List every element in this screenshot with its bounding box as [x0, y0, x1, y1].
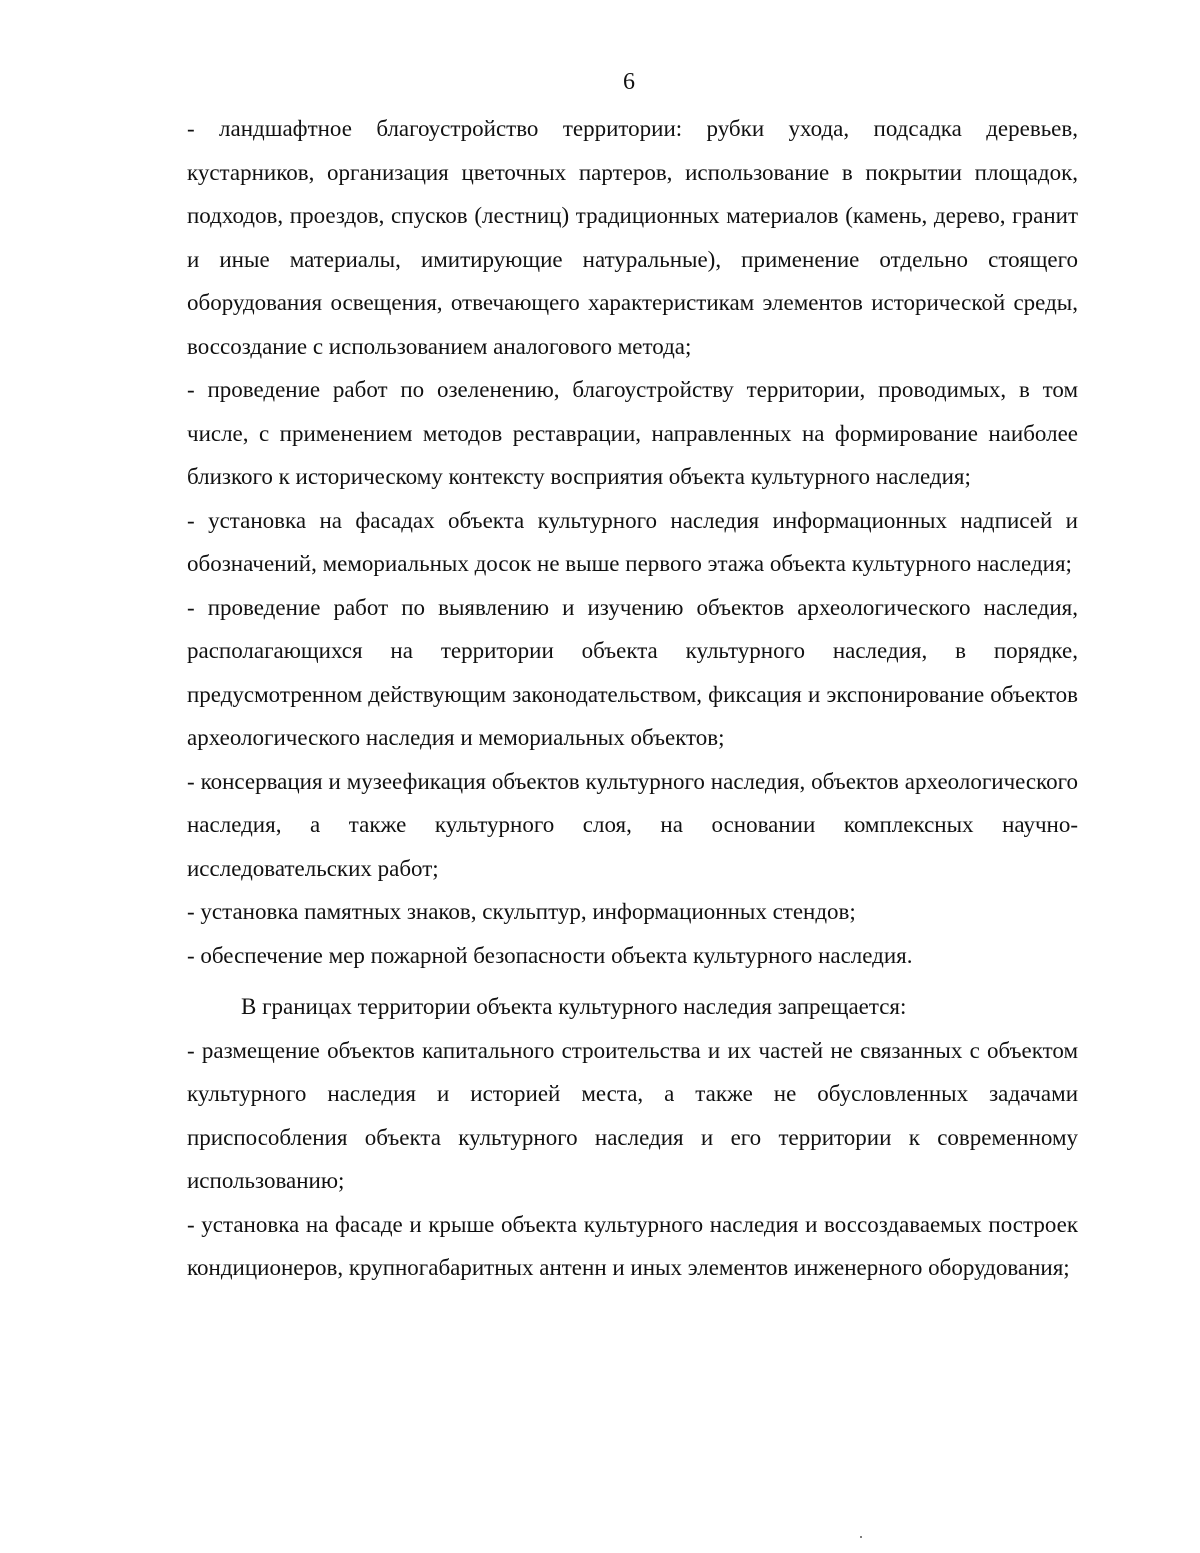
paragraph-landscaping: - ландшафтное благоустройство территории: рубки ухода, подсадка деревьев, кустарников, организация цветочных партеров, использование в покрытии площадок, подходов, проездов, спусков (лестниц) традиционных материалов (камень, дерево, гранит и иные материалы, имитирующие натуральные), применение отдельно стоящего оборудования освещения, отвечающего характеристикам элементов исторической среды, воссоздание с использованием аналогового метода; — [187, 116, 1078, 359]
paragraph-conservation: - консервация и музеефикация объектов культурного наследия, объектов археологического наследия, а также культурного слоя, на основании комплексных научно-исследовательских работ; — [187, 768, 1078, 881]
paragraph-construction-ban: - размещение объектов капитального строительства и их частей не связанных с объектом культурного наследия и историей места, а также не обусловленных задачами приспособления объекта культурного наследия и его территории к современному использованию; — [187, 1037, 1078, 1193]
paragraph-memorial-signs: - установка памятных знаков, скульптур, информационных стендов; — [187, 899, 856, 924]
paragraph-archaeology-works: - проведение работ по выявлению и изучению объектов археологического наследия, располагающихся на территории объекта культурного наследия, в порядке, предусмотренном действующим законодательством, фиксация и экспонирование объектов археологического наследия и мемориальных объектов; — [187, 594, 1078, 750]
paragraph-equipment-ban: - установка на фасаде и крыше объекта культурного наследия и воссоздаваемых построек кондиционеров, крупногабаритных антенн и иных элементов инженерного оборудования; — [187, 1211, 1078, 1280]
paragraph-facade-signs: - установка на фасадах объекта культурного наследия информационных надписей и обозначений, мемориальных досок не выше первого этажа объекта культурного наследия; — [187, 507, 1078, 576]
paragraph-fire-safety: - обеспечение мер пожарной безопасности объекта культурного наследия. — [187, 942, 913, 968]
document-body — [187, 107, 1078, 1290]
page-number: 6 — [623, 69, 635, 95]
paragraph-greening-works: - проведение работ по озеленению, благоустройству территории, проводимых, в том числе, с применением методов реставрации, направленных на формирование наиболее близкого к историческому контексту восприятия объекта культурного наследия; — [187, 377, 1078, 489]
paragraph-spacer — [187, 977, 1078, 985]
scan-artifact-dot — [860, 1536, 862, 1538]
paragraph-prohibitions-heading: В границах территории объекта культурного наследия запрещается: — [241, 994, 907, 1019]
